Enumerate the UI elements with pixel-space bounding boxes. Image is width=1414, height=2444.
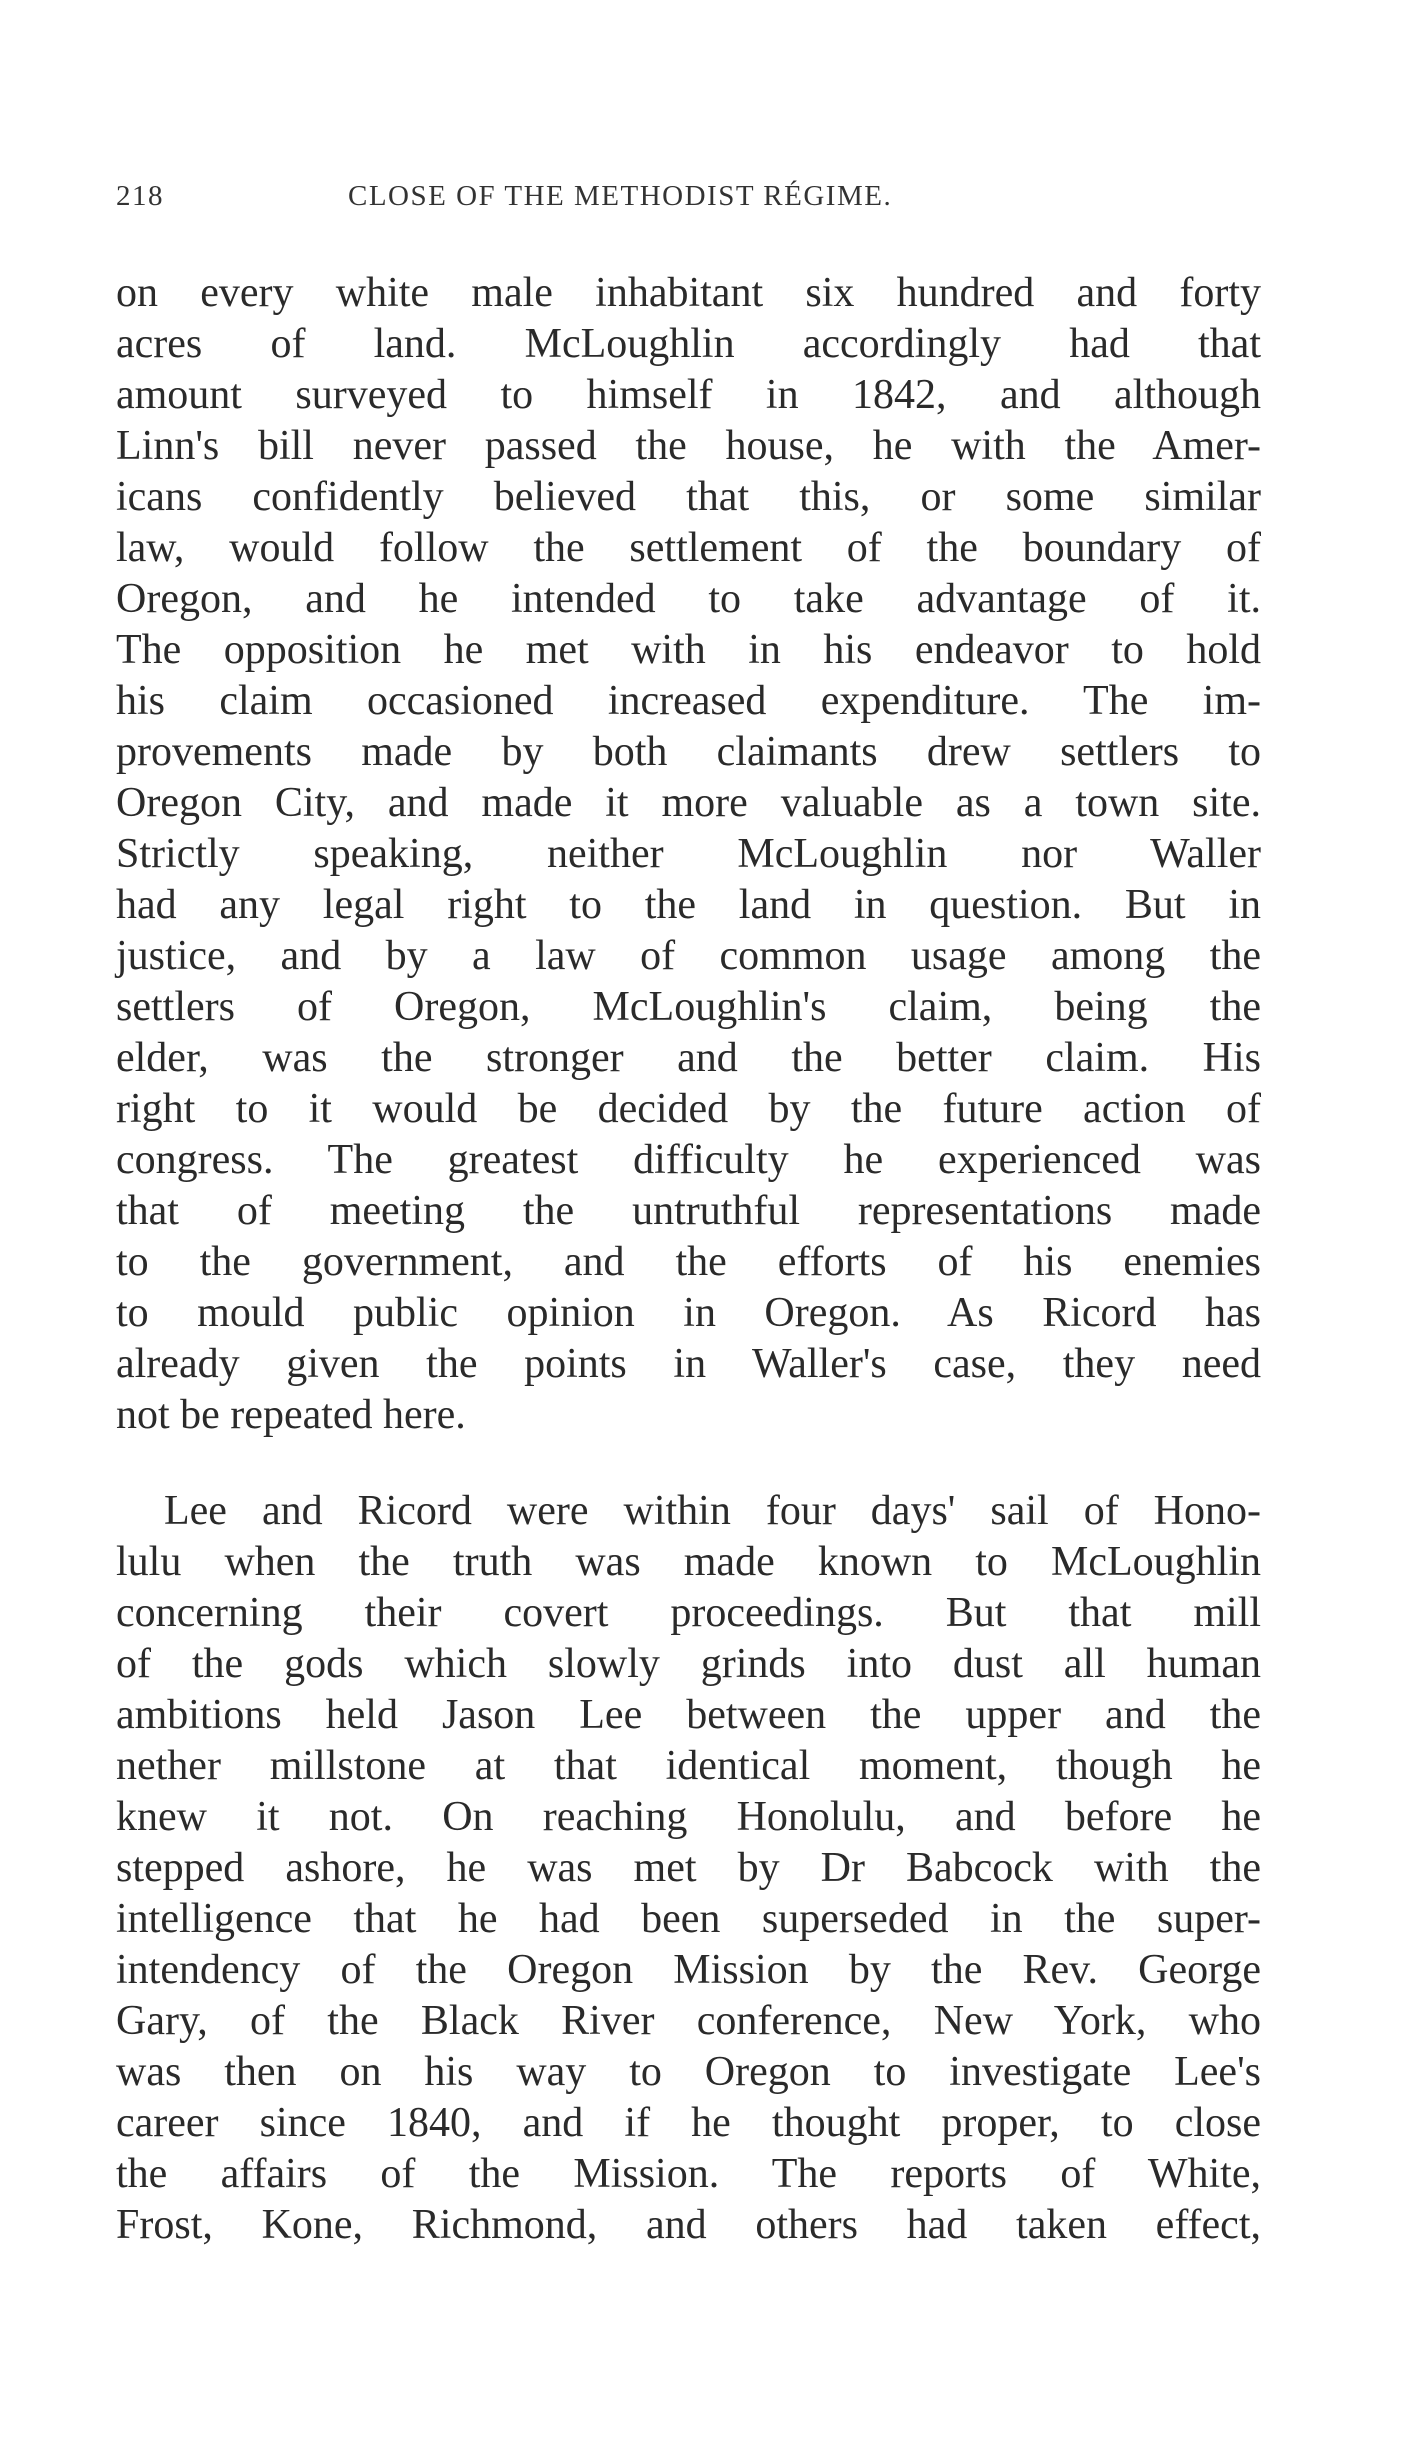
text-line: settlers of Oregon, McLoughlin's claim, being the: [116, 984, 1261, 1030]
text-line: amount surveyed to himself in 1842, and although: [116, 372, 1261, 418]
text-line: Linn's bill never passed the house, he with the Amer-: [116, 423, 1261, 469]
text-line: Frost, Kone, Richmond, and others had taken effect,: [116, 2202, 1261, 2248]
text-line: not be repeated here.: [116, 1392, 466, 1438]
paragraph-1: [116, 268, 1261, 1441]
text-line: intelligence that he had been superseded in the super-: [116, 1896, 1261, 1942]
text-line: concerning their covert proceedings. But that mill: [116, 1590, 1261, 1636]
text-line: to the government, and the efforts of his enemies: [116, 1239, 1261, 1285]
text-line: congress. The greatest difficulty he experienced was: [116, 1137, 1261, 1183]
text-line: his claim occasioned increased expenditure. The im-: [116, 678, 1261, 724]
text-line: Lee and Ricord were within four days' sail of Hono-: [164, 1488, 1261, 1534]
text-line: already given the points in Waller's case, they need: [116, 1341, 1261, 1387]
text-line: to mould public opinion in Oregon. As Ricord has: [116, 1290, 1261, 1336]
text-line: had any legal right to the land in question. But in: [116, 882, 1261, 928]
paragraph-2: [116, 1486, 1261, 2251]
text-line: lulu when the truth was made known to McLoughlin: [116, 1539, 1261, 1585]
text-line: provements made by both claimants drew settlers to: [116, 729, 1261, 775]
text-line: ambitions held Jason Lee between the upper and the: [116, 1692, 1261, 1738]
text-line: elder, was the stronger and the better claim. His: [116, 1035, 1261, 1081]
text-line: acres of land. McLoughlin accordingly had that: [116, 321, 1261, 367]
text-line: nether millstone at that identical moment, though he: [116, 1743, 1261, 1789]
text-line: Oregon, and he intended to take advantage of it.: [116, 576, 1261, 622]
text-line: the affairs of the Mission. The reports of White,: [116, 2151, 1261, 2197]
running-head: [116, 180, 1261, 220]
text-line: Strictly speaking, neither McLoughlin nor Waller: [116, 831, 1261, 877]
page-number: 218: [116, 180, 164, 212]
text-line: justice, and by a law of common usage among the: [116, 933, 1261, 979]
text-line: icans confidently believed that this, or some similar: [116, 474, 1261, 520]
text-line: that of meeting the untruthful representations made: [116, 1188, 1261, 1234]
text-line: Oregon City, and made it more valuable as a town site.: [116, 780, 1261, 826]
text-line: knew it not. On reaching Honolulu, and before he: [116, 1794, 1261, 1840]
text-line: career since 1840, and if he thought proper, to close: [116, 2100, 1261, 2146]
text-line: was then on his way to Oregon to investigate Lee's: [116, 2049, 1261, 2095]
running-title: CLOSE OF THE METHODIST RÉGIME.: [348, 180, 893, 212]
text-line: of the gods which slowly grinds into dust all human: [116, 1641, 1261, 1687]
text-line: intendency of the Oregon Mission by the Rev. George: [116, 1947, 1261, 1993]
text-line: Gary, of the Black River conference, New York, who: [116, 1998, 1261, 2044]
text-line: stepped ashore, he was met by Dr Babcock with the: [116, 1845, 1261, 1891]
text-line: The opposition he met with in his endeavor to hold: [116, 627, 1261, 673]
text-line: right to it would be decided by the future action of: [116, 1086, 1261, 1132]
text-line: on every white male inhabitant six hundred and forty: [116, 270, 1261, 316]
text-line: law, would follow the settlement of the boundary of: [116, 525, 1261, 571]
